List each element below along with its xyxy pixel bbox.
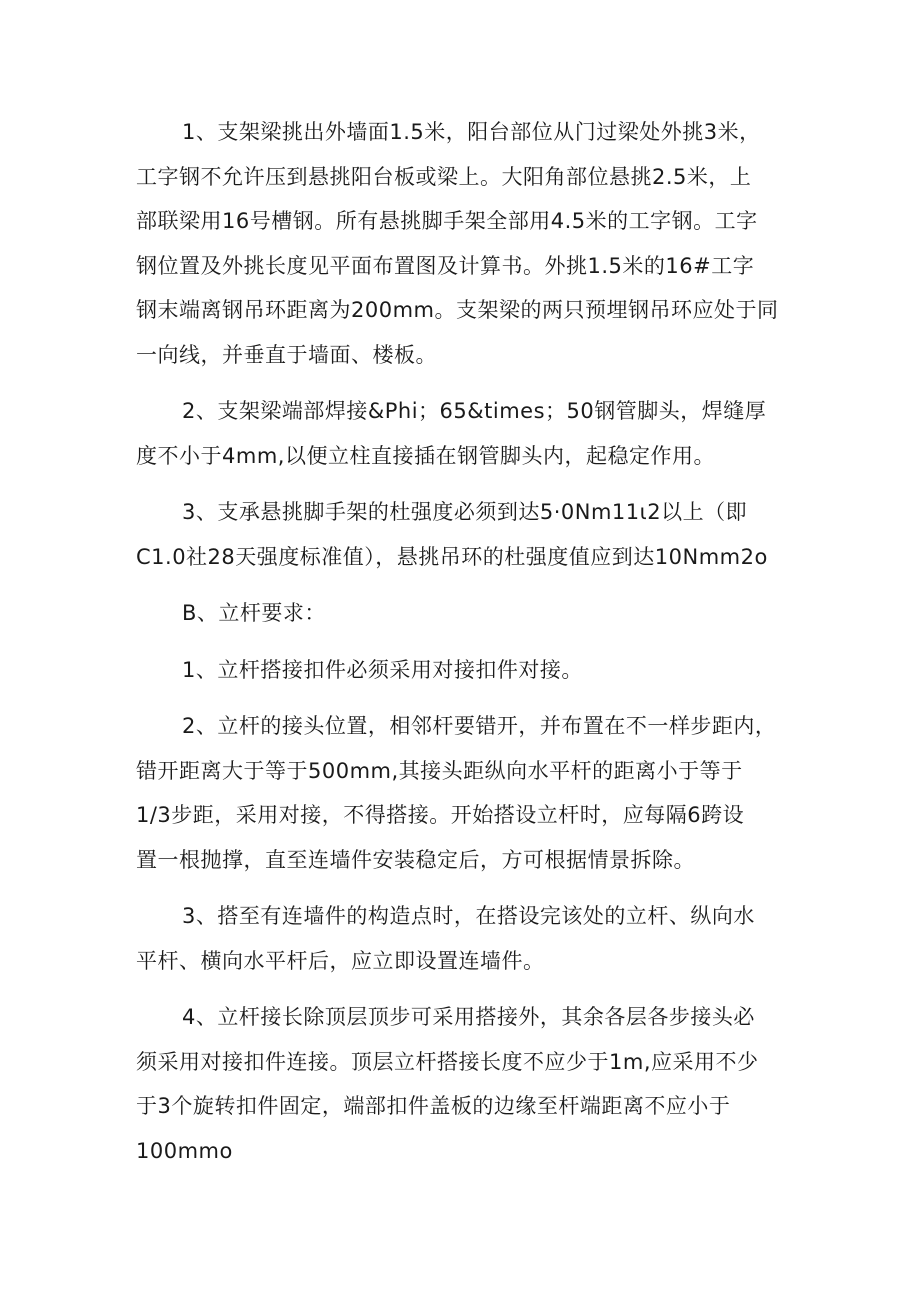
text-line: 一向线，并垂直于墙面、楼板。 bbox=[136, 342, 437, 367]
paragraph-b1 bbox=[136, 648, 796, 693]
document-body bbox=[136, 110, 796, 1173]
section-heading-b bbox=[136, 591, 796, 636]
text-line: 4、立杆接长除顶层顶步可采用搭接外，其余各层各步接头必 bbox=[182, 1005, 755, 1029]
text-line: 须采用对接扣件连接。顶层立杆搭接长度不应少于1m,应采用不少 bbox=[136, 1049, 759, 1074]
text-line: 平杆、横向水平杆后，应立即设置连墙件。 bbox=[136, 948, 545, 973]
text-line: 3、搭至有连墙件的构造点时，在搭设完该处的立杆、纵向水 bbox=[182, 904, 755, 928]
paragraph-3 bbox=[136, 490, 796, 579]
paragraph-1 bbox=[136, 110, 796, 377]
text-line: 100mmo bbox=[136, 1138, 233, 1163]
paragraph-b4 bbox=[136, 995, 796, 1173]
text-line: 2、立杆的接头位置，相邻杆要错开，并布置在不一样步距内， bbox=[182, 714, 777, 738]
text-line: 3、支承悬挑脚手架的杜强度必须到达5·0Nm11ι2以上（即 bbox=[182, 500, 748, 524]
text-line: 钢位置及外挑长度见平面布置图及计算书。外挑1.5米的16#工字 bbox=[136, 253, 755, 278]
paragraph-2 bbox=[136, 389, 796, 478]
paragraph-b2 bbox=[136, 704, 796, 882]
text-line: 工字钢不允许压到悬挑阳台板或梁上。大阳角部位悬挑2.5米，上 bbox=[136, 164, 752, 189]
text-line: 钢末端离钢吊环距离为200mm。支架梁的两只预埋钢吊环应处于同 bbox=[136, 298, 779, 322]
text-line: C1.0社28天强度标准值），悬挑吊环的杜强度值应到达10Nmm2o bbox=[136, 544, 768, 569]
text-line: 1/3步距，采用对接，不得搭接。开始搭设立杆时，应每隔6跨设 bbox=[136, 803, 745, 827]
section-heading: B、立杆要求： bbox=[182, 601, 326, 625]
text-line: 部联梁用16号槽钢。所有悬挑脚手架全部用4.5米的工字钢。工字 bbox=[136, 209, 758, 233]
text-line: 置一根抛撑，直至连墙件安装稳定后，方可根据情景拆除。 bbox=[136, 847, 695, 872]
text-line: 1、支架梁挑出外墙面1.5米，阳台部位从门过梁处外挑3米， bbox=[182, 120, 761, 144]
text-line: 错开距离大于等于500mm,其接头距纵向水平杆的距离小于等于 bbox=[136, 758, 743, 783]
text-line: 于3个旋转扣件固定，端部扣件盖板的边缘至杆端距离不应小于 bbox=[136, 1094, 731, 1118]
text-line: 2、支架梁端部焊接&Phi；65&times；50钢管脚头，焊缝厚 bbox=[182, 399, 767, 423]
text-line: 度不小于4mm,以便立柱直接插在钢管脚头内，起稳定作用。 bbox=[136, 443, 715, 468]
paragraph-b3 bbox=[136, 894, 796, 983]
text-line: 1、立杆搭接扣件必须采用对接扣件对接。 bbox=[182, 657, 583, 682]
